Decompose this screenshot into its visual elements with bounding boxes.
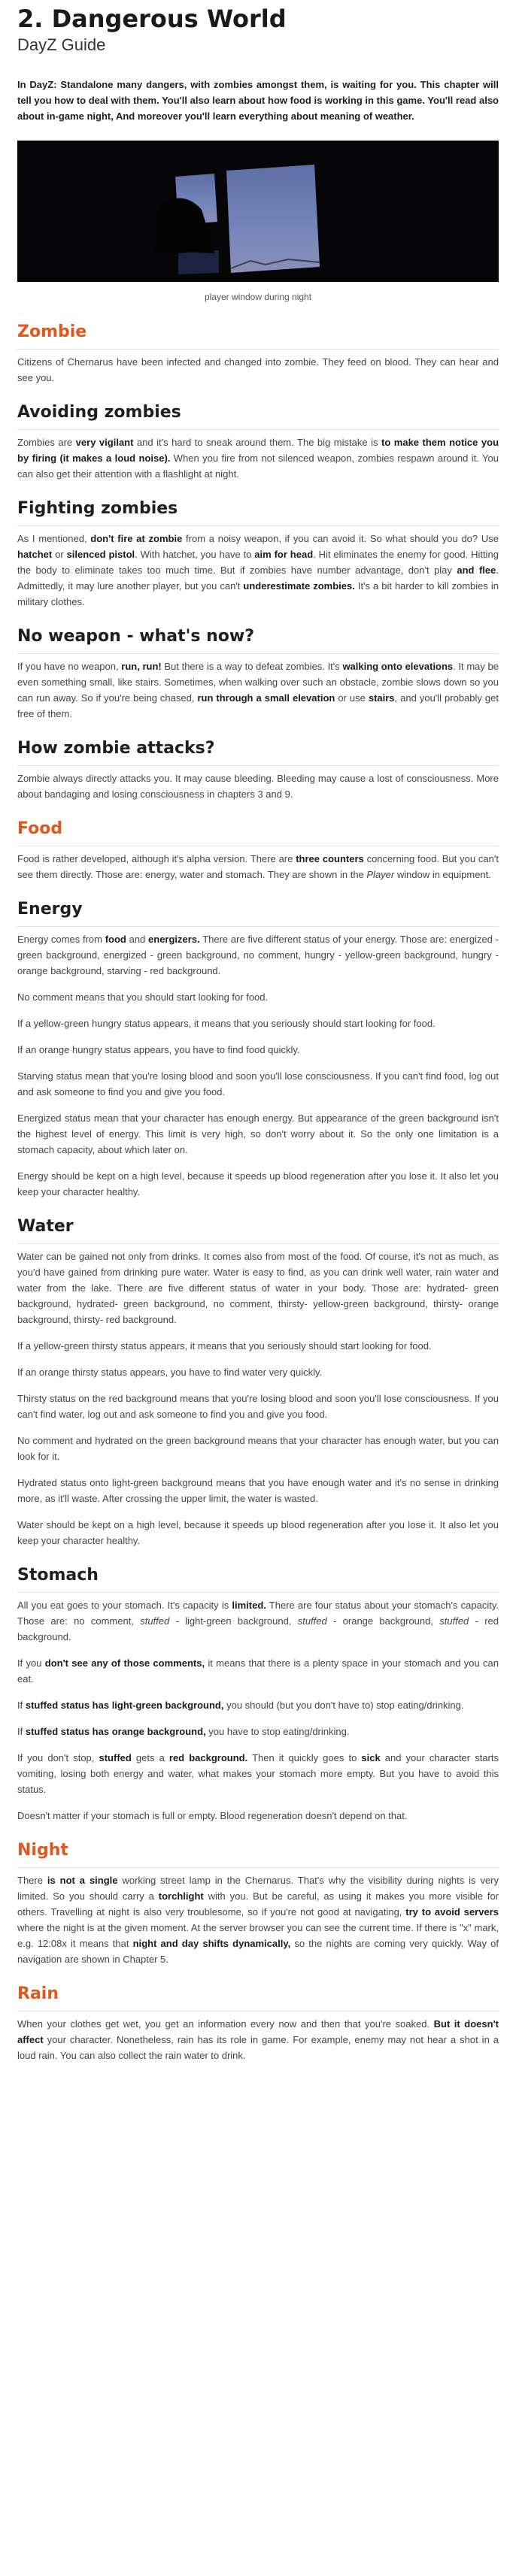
heading-zombie-attacks: How zombie attacks? <box>17 738 499 766</box>
night-screenshot <box>17 141 499 282</box>
figure-caption: player window during night <box>204 292 312 302</box>
stomach-paragraph-3: If stuffed status has light-green background, you should (but you don't have to) stop eating/drinking. <box>17 1700 464 1711</box>
heading-no-weapon: No weapon - what's now? <box>17 626 499 654</box>
fighting-paragraph: As I mentioned, don't fire at zombie from a noisy weapon, if you can avoid it. So what should you do? Use hatchet or silenced pistol. With hatchet, you have to aim for head. Hit eliminates the enemy for good. Hitting the body to eliminate takes too much time. But if zombies have number advantage, don't play and flee. Admittedly, it may lure another player, but you can't underestimate zombies. It's a bit harder to kill zombies in military clothes. <box>17 533 499 607</box>
water-paragraph-4: Thirsty status on the red background means that you're losing blood and soon you'll lose consciousness. If you can't find water, log out and ask someone to find you and give you food. <box>17 1393 499 1420</box>
page-subtitle: DayZ Guide <box>17 35 106 54</box>
night-window-image <box>17 141 499 282</box>
water-paragraph-2: If a yellow-green thirsty status appears, it means that you seriously should start looking for food. <box>17 1340 432 1352</box>
avoiding-paragraph: Zombies are very vigilant and it's hard to sneak around them. The big mistake is to make them notice you by firing (it makes a loud noise). When you fire from not silenced weapon, zombies respawn around it. You can also get their attention with a flashlight at night. <box>17 437 499 480</box>
energy-paragraph-1: Energy comes from food and energizers. There are five different status of your energy. Those are: energized - green background, energized - green background, no comment, hungry - yellow-green background, hungry - orange background, starving - red background. <box>17 934 499 976</box>
water-paragraph-3: If an orange thirsty status appears, you have to find water very quickly. <box>17 1367 323 1378</box>
night-paragraph: There is not a single working street lamp in the Chernarus. That's why the visibility during nights is very limited. So you should carry a torchlight with you. But be careful, as using it makes you more visible for others. Travelling at night is also very troublesome, so if you're not good at navigating, try to avoid servers where the night is at the given moment. At the server browser you can see the current time. If there is "x" mark, e.g. 12:08x it means that night and day shifts dynamically, so the nights are coming very quickly. Way of navigation are shown in Chapter 5. <box>17 1875 499 1965</box>
guide-page <box>17 0 499 2081</box>
heading-avoiding-zombies: Avoiding zombies <box>17 402 499 430</box>
water-paragraph-1: Water can be gained not only from drinks. It comes also from most of the food. Of course, it's not as much, as you'd have gained from drinking pure water. Water is easy to find, as you can drink well water, rain water and water from the lake. There are five different status of water in your body. Those are: hydrated- green background, hydrated- green background, no comment, thirsty- yellow-green background, thirsty- orange background, thirsty- red background. <box>17 1251 499 1325</box>
heading-fighting-zombies: Fighting zombies <box>17 498 499 526</box>
noweapon-paragraph: If you have no weapon, run, run! But there is a way to defeat zombies. It's walking onto elevations. It may be even something small, like stairs. Sometimes, when walking over such an obstacle, zombie slows down so you can run away. So if you're being chased, run through a small elevation or use stairs, and you'll probably get free of them. <box>17 661 499 719</box>
energy-paragraph-2: No comment means that you should start looking for food. <box>17 991 269 1003</box>
water-paragraph-6: Hydrated status onto light-green background means that you have enough water and it's no sense in drinking more, as it'll waste. After crossing the upper limit, the water is wasted. <box>17 1477 499 1504</box>
heading-zombie: Zombie <box>17 322 499 350</box>
heading-energy: Energy <box>17 899 499 927</box>
heading-rain: Rain <box>17 1984 499 2011</box>
energy-paragraph-4: If an orange hungry status appears, you have to find food quickly. <box>17 1044 300 1055</box>
rain-paragraph: When your clothes get wet, you get an information every now and then that you're soaked. But it doesn't affect your character. Nonetheless, rain has its role in game. For example, enemy may not hear a shot in a loud rain. You can also collect the rain water to drink. <box>17 2018 499 2061</box>
heading-water: Water <box>17 1216 499 1244</box>
stomach-paragraph-1: All you eat goes to your stomach. It's capacity is limited. There are four status about your stomach's capacity. Those are: no comment, stuffed - light-green background, stuffed - orange background, stuffed - red background. <box>17 1600 499 1642</box>
attacks-paragraph: Zombie always directly attacks you. It may cause bleeding. Bleeding may cause a lost of consciousness. More about bandaging and losing consciousness in chapters 3 and 9. <box>17 773 499 800</box>
energy-paragraph-7: Energy should be kept on a high level, because it speeds up blood regeneration after you lose it. It also let you keep your character healthy. <box>17 1170 499 1197</box>
stomach-paragraph-2: If you don't see any of those comments, it means that there is a plenty space in your stomach and you can eat. <box>17 1657 499 1685</box>
heading-night: Night <box>17 1840 499 1868</box>
stomach-paragraph-4: If stuffed status has orange background, you have to stop eating/drinking. <box>17 1726 350 1737</box>
food-paragraph: Food is rather developed, although it's alpha version. There are three counters concerning food. But you can't see them directly. Those are: energy, water and stomach. They are shown in the Player window in equipment. <box>17 853 499 880</box>
energy-paragraph-5: Starving status mean that you're losing blood and soon you'll lose consciousness. If you can't find food, log out and ask someone to find you and give you food. <box>17 1070 499 1097</box>
zombie-paragraph: Citizens of Chernarus have been infected and changed into zombie. They feed on blood. They can hear and see you. <box>17 356 499 383</box>
stomach-paragraph-5: If you don't stop, stuffed gets a red background. Then it quickly goes to sick and your character starts vomiting, losing both energy and water, what makes your stomach more empty. But you have to avoid this status. <box>17 1752 499 1795</box>
stomach-paragraph-6: Doesn't matter if your stomach is full or empty. Blood regeneration doesn't depend on that. <box>17 1810 408 1821</box>
energy-paragraph-3: If a yellow-green hungry status appears, it means that you seriously should start looking for food. <box>17 1018 436 1029</box>
water-paragraph-5: No comment and hydrated on the green background means that your character has enough water, but you can look for it. <box>17 1435 499 1462</box>
energy-paragraph-6: Energized status mean that your character has enough energy. But appearance of the green background isn't the highest level of energy. This limit is very high, so don't worry about it. So the only one limitation is a stomach capacity, about which later on. <box>17 1112 499 1155</box>
heading-stomach: Stomach <box>17 1565 499 1593</box>
heading-food: Food <box>17 819 499 846</box>
page-title: 2. Dangerous World <box>17 5 287 33</box>
intro-paragraph: In DayZ: Standalone many dangers, with zombies amongst them, is waiting for you. This chapter will tell you how to deal with them. You'll also learn about how food is working in this game. You'll read also about in-game night, And moreover you'll learn everything about meaning of weather. <box>17 79 499 122</box>
water-paragraph-7: Water should be kept on a high level, because it speeds up blood regeneration after you lose it. It also let you keep your character healthy. <box>17 1519 499 1546</box>
